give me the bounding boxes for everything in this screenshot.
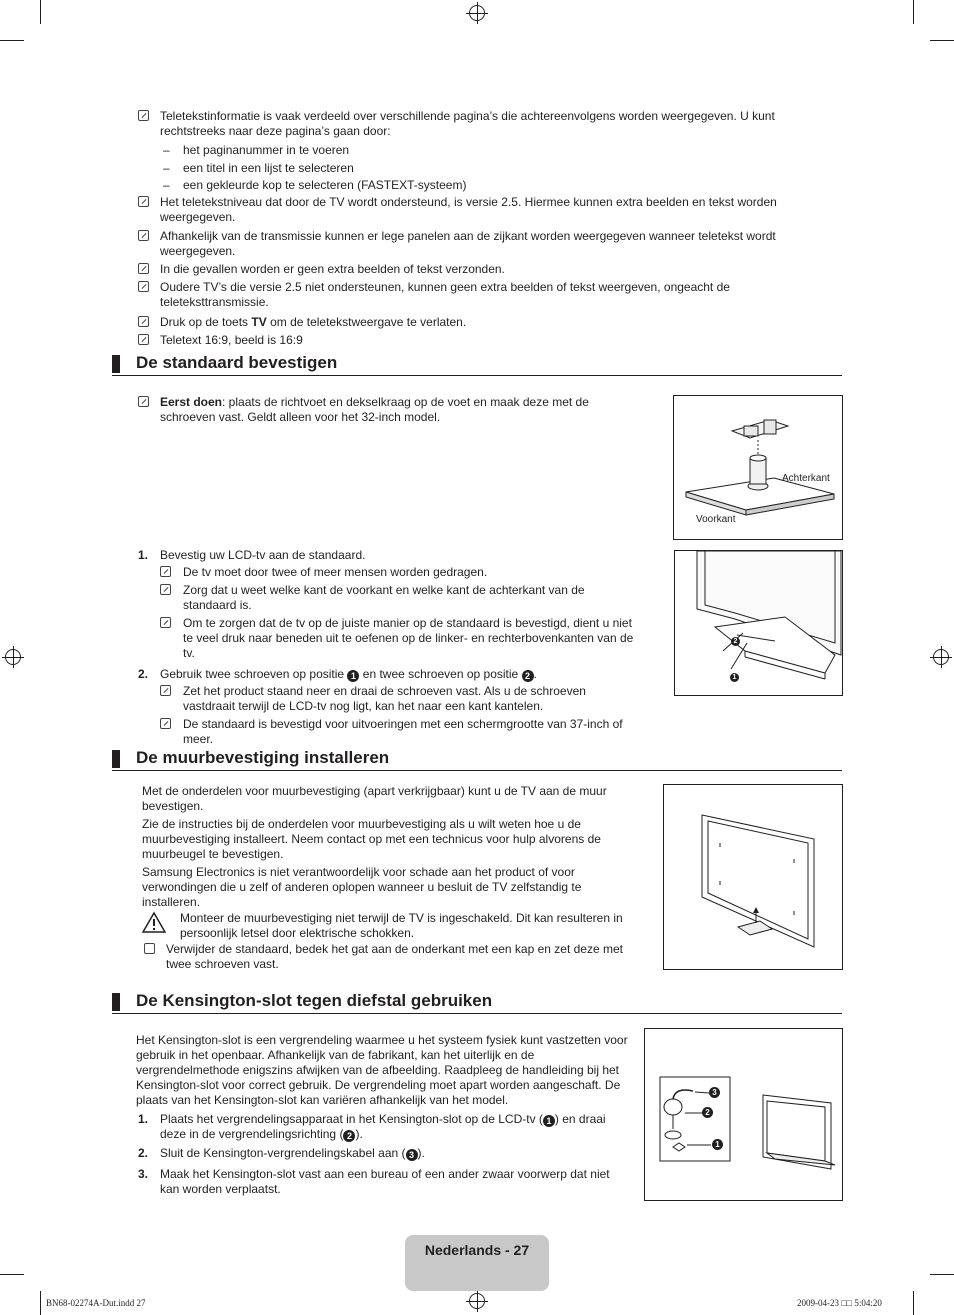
crop-mark	[40, 0, 41, 24]
figure-label-back: Achterkant	[782, 473, 830, 484]
note-icon	[160, 584, 171, 595]
tv-stand-illustration	[675, 551, 842, 695]
marker-2-icon: 2	[702, 1107, 713, 1118]
stand-assembly-figure	[673, 395, 843, 540]
marker-1-icon: 1	[712, 1139, 723, 1150]
crop-mark	[0, 1274, 24, 1275]
paragraph: Samsung Electronics is niet verantwoordelijk voor schade aan het product of voor verwondingen die u zelf of anderen oplopen wanneer u besluit de TV zelfstandig te installeren.	[142, 865, 582, 909]
kensington-figure	[644, 1028, 843, 1201]
kensington-illustration	[645, 1029, 842, 1200]
print-date-info: 2009-04-23 □□ 5:04:20	[797, 1298, 882, 1308]
registration-mark-icon	[469, 5, 485, 21]
crop-mark	[40, 1291, 41, 1315]
page-number-tab: Nederlands - 27	[405, 1235, 549, 1291]
marker-3-icon: 3	[709, 1087, 720, 1098]
section-heading: De standaard bevestigen	[112, 353, 842, 376]
wall-mount-figure	[663, 784, 843, 970]
crop-mark	[0, 40, 24, 41]
marker-1-icon: 1	[730, 673, 739, 682]
marker-2-icon: 2	[343, 1130, 355, 1142]
note-icon	[138, 230, 149, 241]
note-icon	[138, 110, 149, 121]
marker-2-icon: 2	[522, 670, 534, 682]
note-icon	[138, 281, 149, 292]
note-icon	[160, 566, 171, 577]
crop-mark	[913, 0, 914, 24]
section-heading: De Kensington-slot tegen diefstal gebruiken	[112, 991, 842, 1014]
note-item: Teletekstinformatie is vaak verdeeld over verschillende pagina’s die achtereenvolgens worden weergegeven. U kunt rechtstreeks naar deze pagina’s gaan door:	[138, 109, 788, 141]
marker-3-icon: 3	[406, 1149, 418, 1161]
figure-label-front: Voorkant	[696, 514, 736, 525]
note-icon	[138, 196, 149, 207]
registration-mark-icon	[469, 1293, 485, 1309]
marker-1-icon: 1	[347, 670, 359, 682]
hand-icon	[138, 316, 149, 327]
marker-2-icon: 2	[731, 637, 740, 646]
note-icon	[160, 685, 171, 696]
note-icon	[138, 334, 149, 345]
crop-mark	[930, 40, 954, 41]
crop-mark	[930, 1274, 954, 1275]
tv-on-stand-figure	[674, 550, 843, 696]
warning-icon	[142, 911, 166, 933]
note-icon	[160, 617, 171, 628]
note-icon	[160, 718, 171, 729]
paragraph: Met de onderdelen voor muurbevestiging (apart verkrijgbaar) kunt u de TV aan de muur bevestigen.	[142, 784, 607, 813]
section-heading: De muurbevestiging installeren	[112, 748, 842, 771]
registration-mark-icon	[5, 649, 21, 665]
registration-mark-icon	[933, 649, 949, 665]
paragraph: Zie de instructies bij de onderdelen voor muurbevestiging als u wilt weten hoe u de muurbevestiging installeert. Neem contact op met een technicus voor hulp alvorens de muurbeugel te bevestigen.	[142, 817, 601, 861]
marker-1-icon: 1	[543, 1115, 555, 1127]
crop-mark	[913, 1291, 914, 1315]
note-icon	[138, 396, 149, 407]
paragraph: Het Kensington-slot is een vergrendeling waarmee u het systeem fysiek kunt vastzetten voor gebruik in het openbaar. Afhankelijk van de fabrikant, kan het uiterlijk en de vergrendelmethode enigszins afwijken van de afbeelding. Raadpleeg de handleiding bij het Kensington-slot voor correct gebruik. De vergrendeling moet apart worden aangeschaft. De plaats van het Kensington-slot kan variëren afhankelijk van het model.	[136, 1033, 628, 1107]
print-file-info: BN68-02274A-Dut.indd 27	[46, 1298, 146, 1308]
note-icon	[144, 943, 155, 954]
note-icon	[138, 263, 149, 274]
wall-mount-illustration	[664, 785, 842, 969]
